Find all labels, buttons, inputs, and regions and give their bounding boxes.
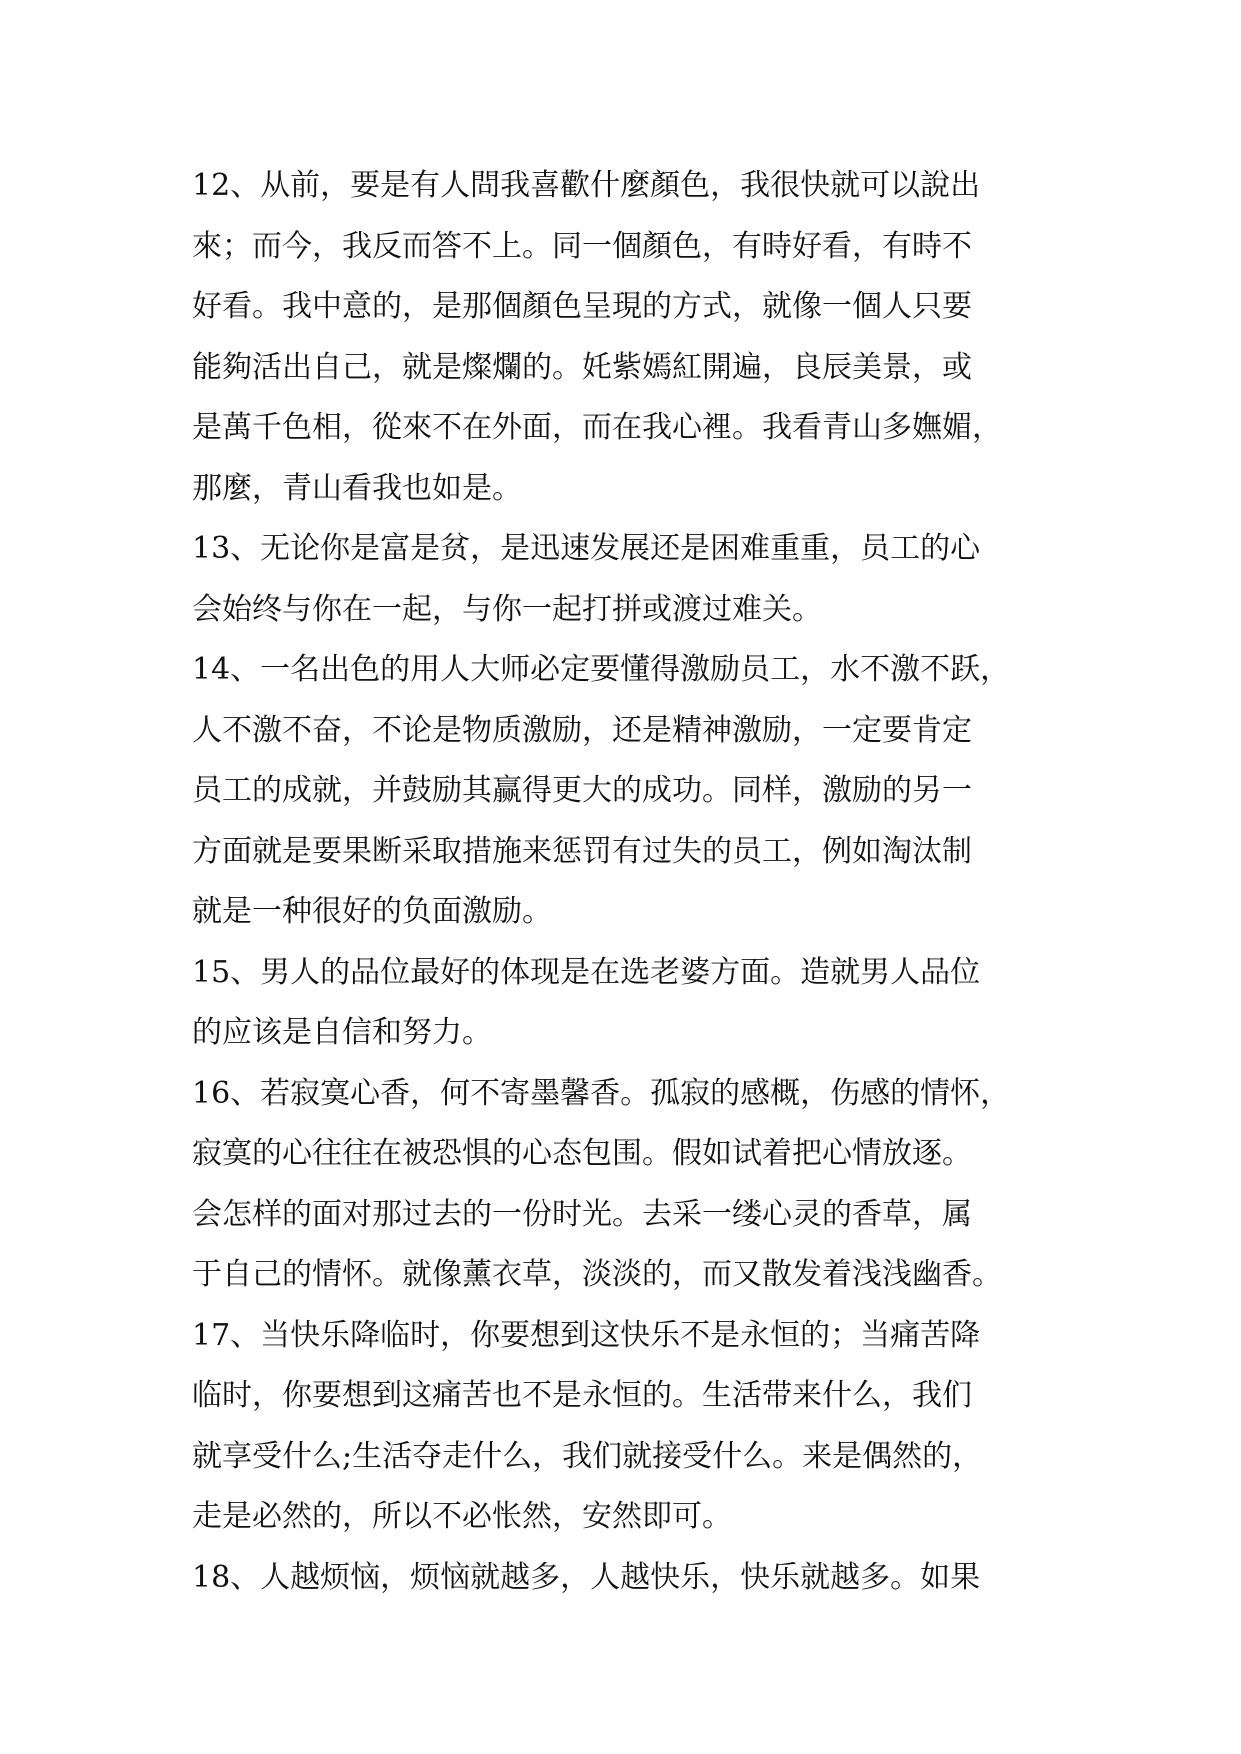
text-line: 13、无论你是富是贫，是迅速发展还是困难重重，员工的心 xyxy=(192,531,981,566)
text-line: 來；而今，我反而答不上。同一個顏色，有時好看，有時不 xyxy=(192,228,972,264)
text-line: 15、男人的品位最好的体现是在选老婆方面。造就男人品位 xyxy=(192,954,981,990)
text-line: 员工的成就，并鼓励其赢得更大的成功。同样，激励的另一 xyxy=(192,773,972,808)
text-line: 就享受什么;生活夺走什么，我们就接受什么。来是偶然的， xyxy=(192,1438,983,1474)
text-line: 人不激不奋，不论是物质激励，还是精神激励，一定要肯定 xyxy=(192,712,972,748)
text-line: 12、从前，要是有人問我喜歡什麼顏色，我很快就可以說出 xyxy=(192,168,981,203)
text-line: 方面就是要果断采取措施来惩罚有过失的员工，例如淘汰制 xyxy=(192,833,972,869)
text-line: 那麼，青山看我也如是。 xyxy=(192,470,522,506)
document-body xyxy=(192,156,1092,1608)
text-line: 会怎样的面对那过去的一份时光。去采一缕心灵的香草，属 xyxy=(192,1196,972,1232)
text-line: 寂寞的心往往在被恐惧的心态包围。假如试着把心情放逐。 xyxy=(192,1136,972,1171)
text-line: 能夠活出自己，就是燦爛的。奼紫嫣紅開遍，良辰美景，或 xyxy=(192,349,972,385)
text-line: 就是一种很好的负面激励。 xyxy=(192,894,552,929)
text-line: 于自己的情怀。就像薰衣草，淡淡的，而又散发着浅浅幽香。 xyxy=(192,1257,1002,1292)
text-line: 是萬千色相，從來不在外面，而在我心裡。我看青山多嫵媚， xyxy=(192,410,1002,445)
text-line: 17、当快乐降临时，你要想到这快乐不是永恒的；当痛苦降 xyxy=(192,1317,981,1353)
text-line: 临时，你要想到这痛苦也不是永恒的。生活带来什么，我们 xyxy=(192,1378,972,1413)
text-line: 好看。我中意的，是那個顏色呈現的方式，就像一個人只要 xyxy=(192,289,972,324)
text-line: 会始终与你在一起，与你一起打拼或渡过难关。 xyxy=(192,591,822,627)
text-line: 的应该是自信和努力。 xyxy=(192,1015,492,1050)
text-line: 16、若寂寞心香，何不寄墨馨香。孤寂的感概，伤感的情怀， xyxy=(192,1075,1011,1111)
text-line: 走是必然的，所以不必怅然，安然即可。 xyxy=(192,1499,732,1534)
text-line: 14、一名出色的用人大师必定要懂得激励员工，水不激不跃， xyxy=(192,652,1011,687)
text-line: 18、人越烦恼，烦恼就越多，人越快乐，快乐就越多。如果 xyxy=(192,1559,981,1595)
